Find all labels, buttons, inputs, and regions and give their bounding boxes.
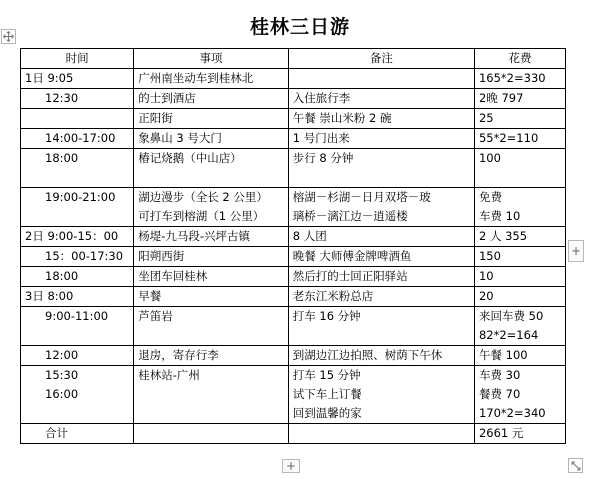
table-row (21, 267, 566, 287)
cell-note (288, 109, 474, 129)
cell-line: 然后打的士回正阳驿站 (292, 269, 408, 283)
cell-cost (474, 129, 565, 149)
cell-item (134, 188, 289, 227)
cell-line: 3日 8:00 (25, 289, 74, 303)
cell-cost (474, 307, 565, 346)
cell-cost (474, 287, 565, 307)
cell-line: 12:00 (45, 348, 79, 362)
cell-line: 82*2=164 (478, 328, 539, 342)
cell-cost (474, 267, 565, 287)
cell-time (21, 188, 134, 227)
table-resize-handle[interactable] (568, 458, 583, 473)
cell-line: 2661 元 (478, 426, 524, 440)
cell-line: 湖边漫步（全长 2 公里） (138, 190, 268, 204)
table-row (21, 109, 566, 129)
cell-line: 18:00 (45, 151, 79, 165)
cell-line: 杨堤-九马段-兴坪古镇 (138, 229, 251, 243)
cell-note (288, 247, 474, 267)
cell-line: 20 (478, 289, 494, 303)
cell-item (134, 287, 289, 307)
col-header-note: 备注 (288, 49, 474, 69)
cell-item (134, 247, 289, 267)
cell-item (134, 149, 289, 188)
cell-item (134, 366, 289, 424)
cell-line: 午餐 100 (478, 348, 528, 362)
cell-line: 打车 16 分钟 (292, 309, 361, 323)
cell-time (21, 89, 134, 109)
cell-line: 回到温馨的家 (292, 406, 362, 420)
cell-cost (474, 188, 565, 227)
cell-cost (474, 366, 565, 424)
cell-time (21, 109, 134, 129)
cell-cost (474, 109, 565, 129)
cell-line: 车费 30 (478, 368, 521, 382)
col-header-time: 时间 (21, 49, 134, 69)
cell-note (288, 129, 474, 149)
table-row (21, 227, 566, 247)
cell-line: 1 号门出来 (292, 131, 350, 145)
resize-icon (571, 461, 581, 471)
cell-line: 55*2=110 (478, 131, 539, 145)
cell-cost (474, 247, 565, 267)
cell-note (288, 307, 474, 346)
cell-line: 14:00-17:00 (45, 131, 116, 145)
cell-line: 打车 15 分钟 (292, 368, 361, 382)
cell-line: 100 (478, 151, 501, 165)
cell-line: 16:00 (45, 387, 79, 401)
cell-line: 车费 10 (478, 209, 521, 223)
cell-line: 15：00-17:30 (45, 249, 124, 263)
cell-line: 璃桥－漓江边－逍遥楼 (292, 209, 408, 223)
cell-line: 165*2=330 (478, 71, 546, 85)
cell-cost (474, 89, 565, 109)
cell-line: 12:30 (45, 91, 79, 105)
cell-line: 的士到酒店 (138, 91, 196, 105)
cell-note (288, 89, 474, 109)
cell-note (288, 424, 474, 444)
cell-time (21, 424, 134, 444)
cell-line: 25 (478, 111, 494, 125)
move-icon (3, 31, 14, 42)
table-move-handle[interactable] (1, 29, 16, 44)
cell-line: 晚餐 大师傅金牌啤酒鱼 (292, 249, 412, 263)
cell-cost (474, 346, 565, 366)
cell-line: 椿记烧鹅（中山店） (138, 151, 242, 165)
cell-line: 10 (478, 269, 494, 283)
cell-line: 到湖边江边拍照、树荫下午休 (292, 348, 443, 362)
plus-icon: + (570, 244, 582, 258)
cell-cost (474, 424, 565, 444)
cell-line: 桂林站-广州 (138, 368, 200, 382)
table-header-row (21, 49, 566, 69)
table-row (21, 366, 566, 424)
cell-line: 1日 9:05 (25, 71, 74, 85)
table-row (21, 346, 566, 366)
cell-item (134, 267, 289, 287)
cell-line: 退房，寄存行李 (138, 348, 219, 362)
cell-line: 广州南坐动车到桂林北 (138, 71, 254, 85)
cell-line: 阳朔西街 (138, 249, 185, 263)
cell-line: 试下车上订餐 (292, 387, 362, 401)
cell-cost (474, 69, 565, 89)
cell-item (134, 69, 289, 89)
cell-time (21, 149, 134, 188)
cell-line: 18:00 (45, 269, 79, 283)
table-row (21, 149, 566, 188)
cell-item (134, 89, 289, 109)
cell-item (134, 424, 289, 444)
plus-icon: + (285, 459, 297, 473)
cell-time (21, 247, 134, 267)
cell-line: 午餐 崇山米粉 2 碗 (292, 111, 392, 125)
table-row (21, 69, 566, 89)
cell-line: 榕湖－杉湖－日月双塔－玻 (292, 190, 431, 204)
cell-line: 餐费 70 (478, 387, 521, 401)
add-row-button[interactable] (282, 459, 300, 473)
cell-line: 入住旅行李 (292, 91, 351, 105)
cell-item (134, 109, 289, 129)
table-row (21, 129, 566, 149)
cell-line: 可打车到榕湖（1 公里） (138, 209, 265, 223)
col-header-cost: 花费 (474, 49, 565, 69)
add-column-button[interactable] (568, 240, 584, 262)
cell-time (21, 346, 134, 366)
cell-note (288, 287, 474, 307)
cell-line: 2晚 797 (478, 91, 524, 105)
table-row (21, 307, 566, 346)
cell-time (21, 287, 134, 307)
cell-line: 15:30 (45, 368, 79, 382)
cell-note (288, 346, 474, 366)
cell-cost (474, 149, 565, 188)
cell-line: 芦笛岩 (138, 309, 173, 323)
cell-line: 合计 (45, 426, 68, 440)
cell-line: 19:00-21:00 (45, 190, 116, 204)
table-row (21, 247, 566, 267)
cell-line: 老东江米粉总店 (292, 289, 374, 303)
table-row (21, 287, 566, 307)
cell-item (134, 129, 289, 149)
cell-item (134, 346, 289, 366)
cell-line: 正阳街 (138, 111, 173, 125)
cell-line: 早餐 (138, 289, 162, 303)
cell-note (288, 69, 474, 89)
cell-time (21, 129, 134, 149)
cell-cost (474, 227, 565, 247)
cell-time (21, 307, 134, 346)
cell-line: 2日 9:00-15：00 (25, 229, 119, 243)
itinerary-table (20, 48, 566, 444)
cell-line: 2 人 355 (478, 229, 528, 243)
table-row (21, 89, 566, 109)
cell-line: 免费 (478, 190, 502, 204)
table-row (21, 188, 566, 227)
cell-time (21, 69, 134, 89)
cell-line: 170*2=340 (478, 406, 546, 420)
table-row (21, 424, 566, 444)
cell-line: 8 人团 (292, 229, 327, 243)
cell-line: 步行 8 分钟 (292, 151, 354, 165)
cell-note (288, 149, 474, 188)
cell-item (134, 307, 289, 346)
col-header-item: 事项 (134, 49, 289, 69)
cell-line: 象鼻山 3 号大门 (138, 131, 222, 145)
cell-line: 坐团车回桂林 (138, 269, 208, 283)
cell-note (288, 366, 474, 424)
cell-note (288, 267, 474, 287)
cell-line: 9:00-11:00 (45, 309, 109, 323)
page-title: 桂林三日游 (249, 16, 350, 38)
cell-line: 150 (478, 249, 501, 263)
cell-time (21, 227, 134, 247)
cell-note (288, 227, 474, 247)
cell-line: 来回车费 50 (478, 309, 544, 323)
cell-item (134, 227, 289, 247)
cell-time (21, 267, 134, 287)
cell-note (288, 188, 474, 227)
cell-time (21, 366, 134, 424)
